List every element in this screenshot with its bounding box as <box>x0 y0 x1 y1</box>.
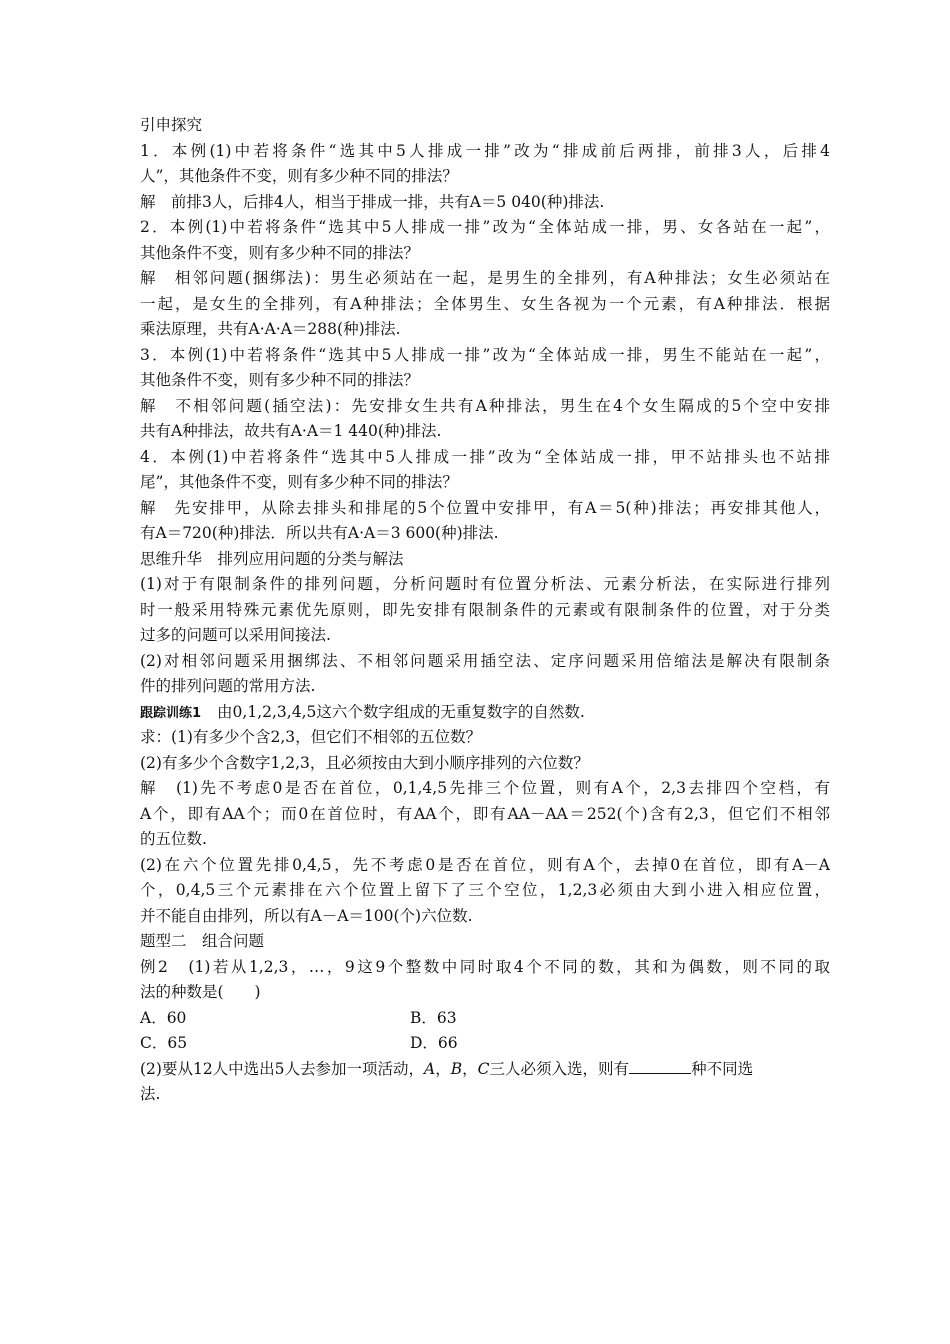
question-3-line-1: 3．本例(1)中若将条件“选其中5人排成一排”改为“全体站成一排，男生不能站在一起”， <box>140 345 830 364</box>
options-row-2 <box>140 1031 830 1057</box>
question-2-line-2: 其他条件不变，则有多少种不同的排法？ <box>140 243 420 262</box>
document-page <box>140 113 830 1108</box>
section-heading: 引申探究 <box>140 116 203 134</box>
question-1-line-1: 1．本例(1)中若将条件“选其中5人排成一排”改为“排成前后两排，前排3人，后排4 <box>140 141 830 160</box>
summary-1-line-3: 过多的问题可以采用间接法. <box>140 626 331 644</box>
q2-post: 三人必须入选，则有 <box>489 1059 630 1078</box>
q2-sep2: ， <box>462 1059 478 1078</box>
q2-sep1: ， <box>435 1059 451 1078</box>
summary-2-line-1: (2)对相邻问题采用捆绑法、不相邻问题采用插空法、定序问题采用倍缩法是解决有限制条 <box>140 651 830 670</box>
summary-2-line-2: 件的排列问题的常用方法. <box>140 677 316 695</box>
q2-pre: (2)要从12人中选出5人去参加一项活动， <box>140 1059 425 1078</box>
question-2b-line-1 <box>140 1057 830 1083</box>
answer-2-line-3: 乘法原理，共有A·A·A＝288(种)排法. <box>140 320 401 338</box>
option-b: B．63 <box>410 1008 457 1027</box>
answer-1: 解 前排3人，后排4人，相当于排成一排，共有A＝5 040(种)排法. <box>140 192 605 211</box>
options-row-1 <box>140 1006 830 1032</box>
q2-a: A <box>424 1059 436 1078</box>
training-q2: (2)有多少个含数字1,2,3，且必须按由大到小顺序排列的六位数？ <box>140 753 589 772</box>
answer-4-line-1: 解 先安排甲，从除去排头和排尾的5个位置中安排甲，有A＝5(种)排法；再安排其他人， <box>140 498 830 517</box>
question-1-line-2: 人”，其他条件不变，则有多少种不同的排法？ <box>140 167 458 185</box>
training-answer-line-5: 个，0,4,5三个元素排在六个位置上留下了三个空位，1,2,3必须由大到小进入相应位置， <box>140 881 830 899</box>
training-answer-line-1: 解 (1)先不考虑0是否在首位，0,1,4,5先排三个位置，则有A个，2,3去排四个空档，有 <box>140 779 830 797</box>
training-tag: 跟踪训练1 <box>140 705 202 721</box>
training-answer-line-6: 并不能自由排列，所以有A－A＝100(个)六位数. <box>140 906 473 925</box>
summary-1-line-1: (1)对于有限制条件的排列问题，分析问题时有位置分析法、元素分析法，在实际进行排列 <box>140 575 830 593</box>
training-line <box>140 700 830 726</box>
answer-2-line-1: 解 相邻问题(捆绑法)：男生必须站在一起，是男生的全排列，有A种排法；女生必须站在 <box>140 269 830 287</box>
option-c: C．65 <box>140 1034 188 1052</box>
section-2-heading: 题型二 组合问题 <box>140 932 265 950</box>
answer-2-line-2: 一起，是女生的全排列，有A种排法；全体男生、女生各视为一个元素，有A种排法．根据 <box>140 294 830 313</box>
question-3-line-2: 其他条件不变，则有多少种不同的排法？ <box>140 371 420 389</box>
summary-1-line-2: 时一般采用特殊元素优先原则，即先安排有限制条件的元素或有限制条件的位置，对于分类 <box>140 600 830 619</box>
answer-blank <box>629 1057 691 1074</box>
q2-b: B <box>450 1059 463 1078</box>
training-answer-line-3: 的五位数. <box>140 830 207 848</box>
example-2-line-2: 法的种数是( ) <box>140 983 261 1001</box>
answer-4-line-2: 有A＝720(种)排法．所以共有A·A＝3 600(种)排法. <box>140 524 499 542</box>
question-4-line-1: 4．本例(1)中若将条件“选其中5人排成一排”改为“全体站成一排，甲不站排头也不站排 <box>140 447 830 466</box>
training-answer-line-4: (2)在六个位置先排0,4,5，先不考虑0是否在首位，则有A个，去掉0在首位，即有A－A <box>140 855 830 874</box>
question-2b-line-2: 法. <box>140 1085 161 1103</box>
summary-heading: 思维升华 排列应用问题的分类与解法 <box>140 549 404 568</box>
q2-c: C <box>477 1059 490 1078</box>
option-d: D．66 <box>410 1034 458 1052</box>
answer-3-line-2: 共有A种排法，故共有A·A＝1 440(种)排法. <box>140 422 442 440</box>
question-2-line-1: 2．本例(1)中若将条件“选其中5人排成一排”改为“全体站成一排，男、女各站在一起”， <box>140 218 830 236</box>
example-2-line-1: 例2 (1)若从1,2,3，…，9这9个整数中同时取4个不同的数，其和为偶数，则不同的取 <box>140 957 830 976</box>
answer-3-line-1: 解 不相邻问题(插空法)：先安排女生共有A种排法，男生在4个女生隔成的5个空中安排 <box>140 396 830 415</box>
option-a: A．60 <box>140 1008 187 1027</box>
training-answer-line-2: A个，即有AA个；而0在首位时，有AA个，即有AA－AA＝252(个)含有2,3，但它们不相邻 <box>140 804 830 823</box>
training-q1: 求：(1)有多少个含2,3，但它们不相邻的五位数？ <box>140 728 482 746</box>
question-4-line-2: 尾”，其他条件不变，则有多少种不同的排法？ <box>140 473 458 491</box>
q2-end: 种不同选 <box>691 1059 754 1078</box>
training-text: 由0,1,2,3,4,5这六个数字组成的无重复数字的自然数. <box>217 702 585 721</box>
